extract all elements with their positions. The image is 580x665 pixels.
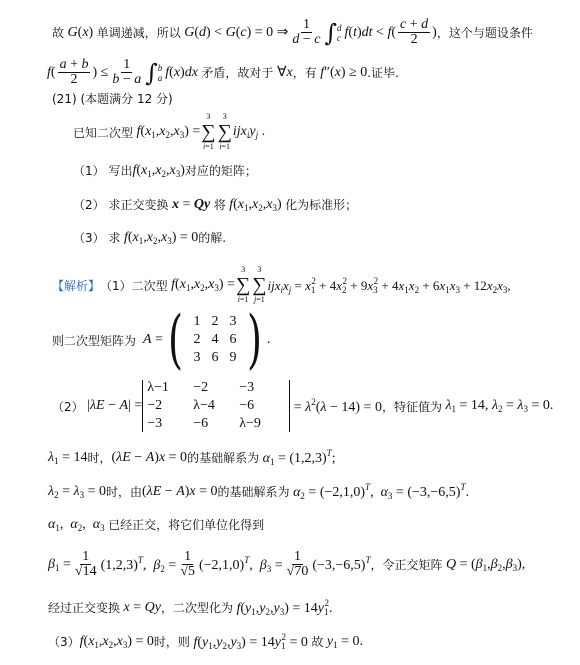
question-given: 已知二次型 $f(x_1,x_2,x_3)$ = 3 ∑ i=1 3 ∑ i=1 $ijx_iy_j$ .	[73, 112, 266, 151]
text: (21) (本题满分 12 分)	[52, 92, 173, 106]
text: 求	[108, 231, 121, 245]
text: （2）	[52, 399, 84, 414]
text: 对应的矩阵；	[184, 164, 257, 178]
text: 将	[213, 198, 226, 212]
proof-line-1: 故 G(x) 单调递减，所以 G(d) < G(c) = 0 ⇒ $\frac{1}{d - c}$ ∫ d c f(t)dt < f( $\frac{c + d}{2}$ ) ，这个与题设条件	[52, 17, 533, 47]
det-cell: −2	[147, 398, 163, 413]
matrix-cell: 3	[229, 314, 237, 329]
text: ，这个与题设条件	[436, 26, 533, 40]
text: 经过正交变换	[48, 601, 121, 615]
text: ，二次型化为	[160, 601, 233, 615]
det-cell: λ−1	[147, 380, 169, 395]
matrix-cell: 6	[211, 350, 219, 365]
matrix-cell: 3	[193, 350, 201, 365]
det-cell: −2	[193, 380, 209, 395]
solution-part3: （3） $f(x_1,x_2,x_3) = 0$ 时，则 $f(y_1,y_2,y_3) = 14y_1^2 = 0$ 故 $y_1 = 0$.	[48, 632, 363, 651]
text: 的解.	[198, 231, 227, 245]
text: 矛盾，故对于	[201, 66, 274, 80]
det-cell: −6	[239, 398, 255, 413]
text: 求正交变换	[108, 198, 169, 212]
text: 化为标准形；	[285, 198, 358, 212]
determinant	[142, 380, 290, 432]
question-header	[52, 90, 173, 107]
text: 的基础解系为	[187, 451, 260, 465]
text: （3）	[73, 231, 105, 245]
matrix-cell: 6	[229, 332, 237, 347]
solution-beta: $\beta_1$ = $\frac{1}{√14}$ $(1,2,3)^T$, $\beta_2$ = $\frac{1}{√5}$ $(-2,1,0)^T$, $\beta_3$ = $\frac{1}{√70}$ $(-3,-6,5)^T$ ，令正交矩阵 $Q = (\beta_1,\beta_2,\beta_3)$,	[48, 549, 526, 579]
det-cell: −6	[193, 416, 209, 431]
text: 时，	[87, 451, 112, 465]
text: 写出	[108, 164, 133, 178]
det-cell: −3	[239, 380, 255, 395]
det-cell: λ−9	[239, 416, 261, 431]
solution-transform: 经过正交变换 x = Qy ，二次型化为 $f(y_1,y_2,y_3) = 14y_1^2$.	[48, 598, 333, 617]
matrix-cell: 2	[193, 332, 201, 347]
text: 已知二次型	[73, 125, 134, 140]
text: （3）	[48, 635, 80, 649]
quadratic-form-matrix: ( 1 2 3 2 4 6 3 6 9 )	[167, 303, 262, 377]
solution-orth: $\alpha_1$, $\alpha_2$, $\alpha_3$ 已经正交，将它们单位化得到	[48, 516, 265, 533]
text: 的基础解系为	[217, 485, 290, 499]
solution-det-line: （2） |λE − A| = λ−1 −2 −3 −2 λ−4 −6 −3 −6 λ−9 = $\lambda^2(\lambda - 14) = 0$ ，特征值为 $\lambda_1 = 14$, $\lambda_2 = \lambda_3 = 0$.	[52, 380, 554, 431]
question-item-2: （2） 求正交变换 x = Qy 将 $f(x_1,x_2,x_3)$ 化为标准形；	[73, 196, 358, 213]
solution-matrix-line: 则二次型矩阵为 A = ( 1 2 3 2 4 6 3 6 9 ) .	[52, 303, 271, 377]
matrix-cell: 2	[211, 314, 219, 329]
text: ，有	[292, 66, 317, 80]
text: 时，则	[153, 635, 190, 649]
text: （1）	[73, 164, 105, 178]
matrix-cell: 4	[211, 332, 219, 347]
text: （1）二次型	[100, 278, 168, 293]
text: 时，由	[105, 485, 142, 499]
text: .证毕.	[367, 66, 399, 80]
solution-lambda1: $\lambda_1 = 14$ 时， (λE − A)x = 0 的基础解系为 $\alpha_1 = (1,2,3)^T$;	[48, 448, 336, 467]
text: 则二次型矩阵为	[52, 333, 137, 348]
solution-tag: 【解析】	[52, 278, 101, 293]
solution-line-1: 【解析】 （1）二次型 $f(x_1,x_2,x_3)$ = 3 ∑ i=1 3 ∑ j=1 $ijx_ix_j = x_1^2 + 4x_2^2 + 9x_3^2 + 4x_1x_2 + 6x_1x_3 + 12x_2x_3$,	[52, 265, 511, 304]
text: 故	[52, 26, 65, 40]
question-item-1: （1） 写出 $f(x_1,x_2,x_3)$ 对应的矩阵；	[73, 162, 257, 179]
text: ，特征值为	[381, 399, 442, 414]
matrix-cell: 9	[229, 350, 237, 365]
proof-line-2: f( $\frac{a + b}{2}$ ) ≤ $\frac{1}{b - a}$ ∫ b a f(x)dx 矛盾，故对于 ∀x ，有 f″(x) ≥ 0 .证毕.	[47, 57, 399, 87]
text: 故	[311, 635, 324, 649]
det-cell: −3	[147, 416, 163, 431]
text: （2）	[73, 198, 105, 212]
text: ，令正交矩阵	[370, 558, 443, 572]
det-cell: λ−4	[193, 398, 215, 413]
solution-lambda2: $\lambda_2 = \lambda_3 = 0$ 时，由 (λE − A)x = 0 的基础解系为 $\alpha_2 = (-2,1,0)^T$, $\alpha_3 = (-3,-6,5)^T$.	[48, 482, 469, 501]
matrix-cell: 1	[193, 314, 201, 329]
text: 单调递减，所以	[96, 26, 181, 40]
question-item-3: （3） 求 $f(x_1,x_2,x_3) = 0$ 的解.	[73, 229, 227, 246]
text: 已经正交，将它们单位化得到	[108, 518, 265, 532]
